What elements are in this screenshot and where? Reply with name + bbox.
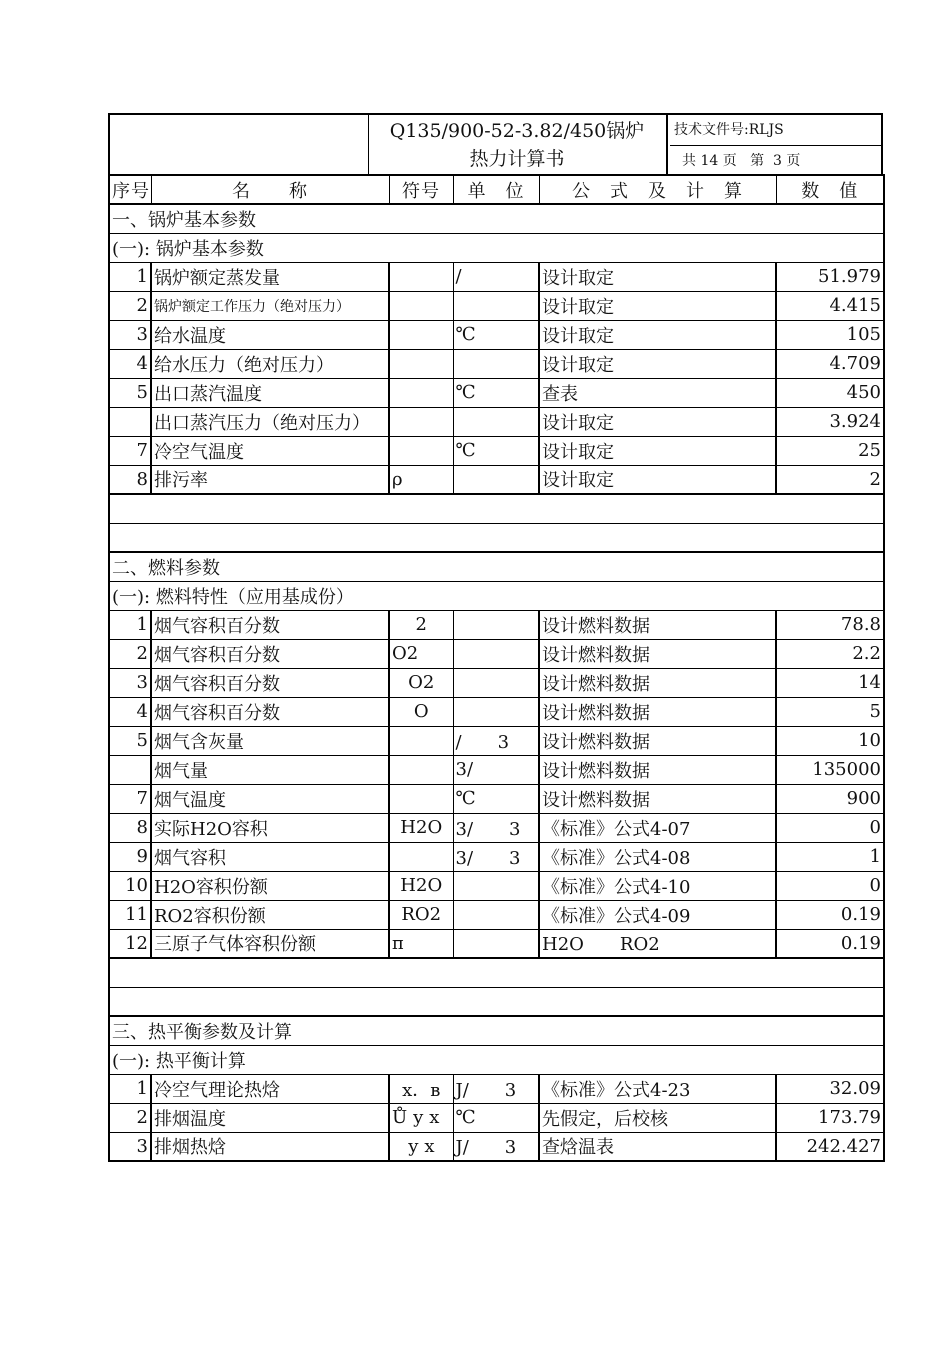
symbol: п — [389, 929, 453, 958]
table-row — [109, 755, 884, 784]
formula: 设计燃料数据 — [539, 610, 776, 639]
table-row — [109, 378, 884, 407]
unit: J/ 3 — [453, 1132, 539, 1161]
symbol: Ů у х — [389, 1103, 453, 1132]
parameter-name: H2O容积份额 — [151, 871, 389, 900]
value: 900 — [776, 784, 884, 813]
value: 25 — [776, 436, 884, 465]
blank-cell — [109, 987, 884, 1016]
parameter-name: 排烟温度 — [151, 1103, 389, 1132]
symbol — [389, 784, 453, 813]
symbol: 2 — [389, 610, 453, 639]
formula: 设计燃料数据 — [539, 697, 776, 726]
unit: 3/ — [453, 755, 539, 784]
formula: 《标准》公式4-09 — [539, 900, 776, 929]
table-row — [109, 291, 884, 320]
title-line-1: Q135/900-52-3.82/450锅炉 — [389, 120, 645, 142]
symbol: O2 — [389, 639, 453, 668]
row-number: 8 — [109, 465, 151, 494]
parameter-name: 烟气容积 — [151, 842, 389, 871]
value: 105 — [776, 320, 884, 349]
header-blank-cell — [110, 115, 369, 174]
row-number: 2 — [109, 291, 151, 320]
parameter-name: 三原子气体容积份额 — [151, 929, 389, 958]
formula: 设计燃料数据 — [539, 726, 776, 755]
row-number: 2 — [109, 639, 151, 668]
column-header-row — [109, 175, 884, 204]
section-title: (一): 锅炉基本参数 — [109, 233, 884, 262]
unit — [453, 929, 539, 958]
row-number: 9 — [109, 842, 151, 871]
parameter-table — [108, 174, 885, 1162]
formula: 《标准》公式4-07 — [539, 813, 776, 842]
formula: 设计燃料数据 — [539, 639, 776, 668]
unit — [453, 407, 539, 436]
row-number: 7 — [109, 436, 151, 465]
symbol — [389, 291, 453, 320]
symbol — [389, 842, 453, 871]
section-title: 二、燃料参数 — [109, 552, 884, 581]
unit: / 3 — [453, 726, 539, 755]
parameter-name: 烟气容积百分数 — [151, 668, 389, 697]
blank-row — [109, 523, 884, 552]
doc-number: 技术文件号:RLJS — [670, 115, 881, 146]
value: 78.8 — [776, 610, 884, 639]
value: 4.415 — [776, 291, 884, 320]
value: 0 — [776, 871, 884, 900]
value: 0.19 — [776, 900, 884, 929]
unit — [453, 668, 539, 697]
unit: ℃ — [453, 1103, 539, 1132]
table-row — [109, 784, 884, 813]
section-title: 三、热平衡参数及计算 — [109, 1016, 884, 1045]
parameter-name: RO2容积份额 — [151, 900, 389, 929]
parameter-name: 烟气容积百分数 — [151, 639, 389, 668]
row-number: 1 — [109, 610, 151, 639]
unit — [453, 291, 539, 320]
parameter-name: 锅炉额定蒸发量 — [151, 262, 389, 291]
symbol — [389, 726, 453, 755]
symbol — [389, 262, 453, 291]
formula: 设计取定 — [539, 349, 776, 378]
parameter-name: 实际H2O容积 — [151, 813, 389, 842]
value: 0 — [776, 813, 884, 842]
section-row — [109, 1045, 884, 1074]
table-row — [109, 842, 884, 871]
formula: 设计取定 — [539, 262, 776, 291]
table-row — [109, 813, 884, 842]
table-row — [109, 320, 884, 349]
unit: J/ 3 — [453, 1074, 539, 1103]
formula: 查焓温表 — [539, 1132, 776, 1161]
table-row — [109, 1103, 884, 1132]
symbol — [389, 320, 453, 349]
formula: 设计取定 — [539, 291, 776, 320]
parameter-name: 冷空气理论热焓 — [151, 1074, 389, 1103]
section-title: (一): 热平衡计算 — [109, 1045, 884, 1074]
parameter-name: 锅炉额定工作压力（绝对压力） — [151, 291, 389, 320]
parameter-name: 烟气容积百分数 — [151, 610, 389, 639]
value: 173.79 — [776, 1103, 884, 1132]
row-number: 11 — [109, 900, 151, 929]
symbol — [389, 755, 453, 784]
symbol: O2 — [389, 668, 453, 697]
col-header-value: 数 值 — [776, 175, 884, 204]
title-line-2: 热力计算书 — [469, 148, 565, 170]
table-row — [109, 639, 884, 668]
section-row — [109, 552, 884, 581]
formula: 设计取定 — [539, 407, 776, 436]
value: 51.979 — [776, 262, 884, 291]
blank-row — [109, 987, 884, 1016]
symbol: ρ — [389, 465, 453, 494]
blank-cell — [109, 958, 884, 987]
symbol: х．в — [389, 1074, 453, 1103]
parameter-name: 出口蒸汽压力（绝对压力） — [151, 407, 389, 436]
formula: 查表 — [539, 378, 776, 407]
value: 0.19 — [776, 929, 884, 958]
row-number: 2 — [109, 1103, 151, 1132]
col-header-no: 序号 — [109, 175, 151, 204]
symbol — [389, 378, 453, 407]
value: 2.2 — [776, 639, 884, 668]
unit — [453, 697, 539, 726]
row-number: 8 — [109, 813, 151, 842]
table-row — [109, 1074, 884, 1103]
parameter-name: 烟气量 — [151, 755, 389, 784]
value: 1 — [776, 842, 884, 871]
section-row — [109, 204, 884, 233]
row-number: 3 — [109, 320, 151, 349]
table-row — [109, 1132, 884, 1161]
row-number — [109, 407, 151, 436]
value: 5 — [776, 697, 884, 726]
blank-cell — [109, 494, 884, 523]
formula: 先假定，后校核 — [539, 1103, 776, 1132]
row-number: 3 — [109, 668, 151, 697]
unit — [453, 465, 539, 494]
parameter-name: 冷空气温度 — [151, 436, 389, 465]
col-header-formula: 公 式 及 计 算 — [539, 175, 776, 204]
value: 242.427 — [776, 1132, 884, 1161]
row-number: 3 — [109, 1132, 151, 1161]
formula: 《标准》公式4-23 — [539, 1074, 776, 1103]
formula: 设计燃料数据 — [539, 784, 776, 813]
table-row — [109, 697, 884, 726]
row-number: 7 — [109, 784, 151, 813]
blank-cell — [109, 523, 884, 552]
unit: ℃ — [453, 436, 539, 465]
document-title — [368, 115, 668, 174]
unit: 3/ 3 — [453, 813, 539, 842]
parameter-name: 烟气温度 — [151, 784, 389, 813]
document-info — [670, 115, 881, 174]
section-row — [109, 1016, 884, 1045]
formula: 《标准》公式4-08 — [539, 842, 776, 871]
formula: 设计取定 — [539, 320, 776, 349]
parameter-name: 出口蒸汽温度 — [151, 378, 389, 407]
row-number: 5 — [109, 378, 151, 407]
formula: H2O RO2 — [539, 929, 776, 958]
table-row — [109, 668, 884, 697]
value: 135000 — [776, 755, 884, 784]
sheet-header — [108, 113, 883, 174]
table-row — [109, 436, 884, 465]
unit — [453, 639, 539, 668]
symbol — [389, 349, 453, 378]
row-number: 4 — [109, 349, 151, 378]
row-number: 1 — [109, 262, 151, 291]
unit: ℃ — [453, 320, 539, 349]
value: 14 — [776, 668, 884, 697]
row-number: 5 — [109, 726, 151, 755]
section-row — [109, 581, 884, 610]
parameter-name: 给水压力（绝对压力） — [151, 349, 389, 378]
calculation-sheet — [108, 113, 883, 1162]
symbol: RO2 — [389, 900, 453, 929]
row-number: 1 — [109, 1074, 151, 1103]
unit — [453, 871, 539, 900]
unit — [453, 610, 539, 639]
unit: / — [453, 262, 539, 291]
blank-row — [109, 494, 884, 523]
page-info: 共 14 页 第 3 页 — [682, 153, 801, 169]
col-header-symbol: 符号 — [389, 175, 453, 204]
row-number: 4 — [109, 697, 151, 726]
formula: 设计取定 — [539, 465, 776, 494]
table-row — [109, 929, 884, 958]
blank-row — [109, 958, 884, 987]
unit — [453, 900, 539, 929]
parameter-name: 排烟热焓 — [151, 1132, 389, 1161]
symbol: H2O — [389, 813, 453, 842]
symbol: H2O — [389, 871, 453, 900]
unit: ℃ — [453, 378, 539, 407]
formula: 设计取定 — [539, 436, 776, 465]
table-row — [109, 871, 884, 900]
value: 450 — [776, 378, 884, 407]
col-header-unit: 单 位 — [453, 175, 539, 204]
value: 32.09 — [776, 1074, 884, 1103]
table-row — [109, 407, 884, 436]
unit: 3/ 3 — [453, 842, 539, 871]
table-row — [109, 726, 884, 755]
symbol: O — [389, 697, 453, 726]
table-row — [109, 465, 884, 494]
table-row — [109, 262, 884, 291]
value: 4.709 — [776, 349, 884, 378]
formula: 设计燃料数据 — [539, 755, 776, 784]
value: 3.924 — [776, 407, 884, 436]
parameter-name: 排污率 — [151, 465, 389, 494]
section-row — [109, 233, 884, 262]
row-number — [109, 755, 151, 784]
formula: 设计燃料数据 — [539, 668, 776, 697]
unit — [453, 349, 539, 378]
parameter-name: 烟气含灰量 — [151, 726, 389, 755]
row-number: 12 — [109, 929, 151, 958]
section-title: (一): 燃料特性（应用基成份） — [109, 581, 884, 610]
symbol — [389, 436, 453, 465]
table-row — [109, 900, 884, 929]
parameter-name: 给水温度 — [151, 320, 389, 349]
table-row — [109, 610, 884, 639]
symbol: у х — [389, 1132, 453, 1161]
symbol — [389, 407, 453, 436]
unit: ℃ — [453, 784, 539, 813]
col-header-name: 名 称 — [151, 175, 389, 204]
value: 10 — [776, 726, 884, 755]
row-number: 10 — [109, 871, 151, 900]
parameter-name: 烟气容积百分数 — [151, 697, 389, 726]
formula: 《标准》公式4-10 — [539, 871, 776, 900]
section-title: 一、锅炉基本参数 — [109, 204, 884, 233]
value: 2 — [776, 465, 884, 494]
table-row — [109, 349, 884, 378]
